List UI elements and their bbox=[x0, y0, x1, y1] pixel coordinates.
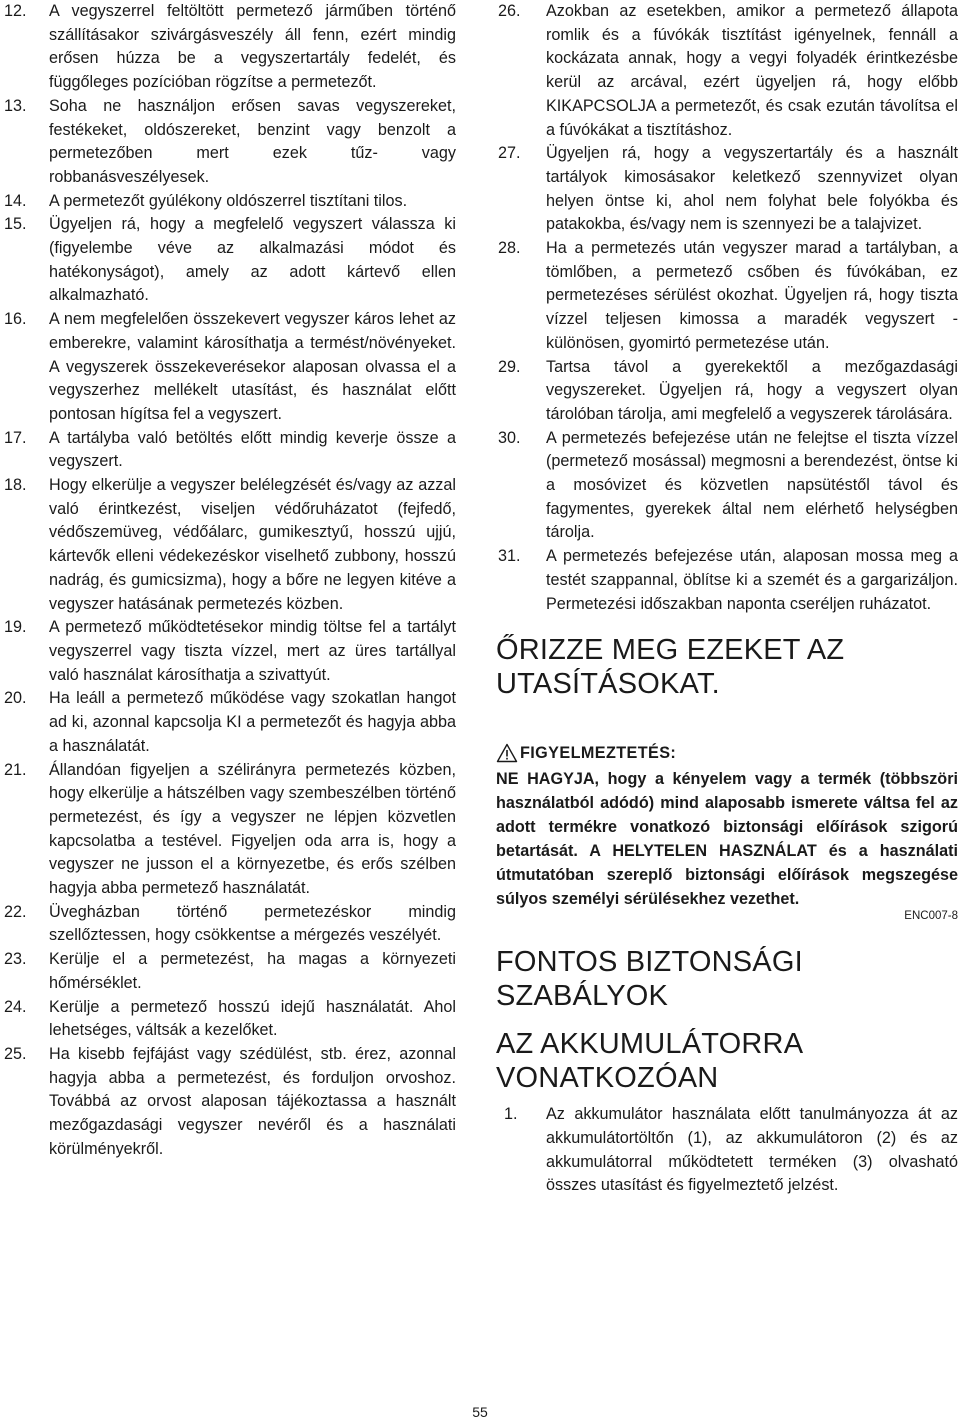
list-item bbox=[4, 901, 456, 948]
item-number: 31. bbox=[498, 547, 521, 566]
item-number: 24. bbox=[4, 997, 27, 1016]
list-item bbox=[4, 0, 456, 95]
item-number: 25. bbox=[4, 1044, 27, 1063]
item-text: A vegyszerrel feltöltött permetező járműben történő szállításakor szivárgásveszély áll fenn, ezért mindig erősen húzza be a vegyszertartály fedelét, és függőleges pozícióban rögzítse a permetezőt. bbox=[49, 2, 456, 92]
list-item bbox=[496, 1103, 958, 1198]
item-number: 21. bbox=[4, 760, 27, 779]
list-item bbox=[4, 996, 456, 1043]
document-code: ENC007-8 bbox=[904, 910, 958, 923]
item-text: Hogy elkerülje a vegyszer belélegzését és/vagy az azzal való érintkezést, viseljen védőruházatot (fejfedő, védőszemüveg, védőálarc, gumikesztyű, hosszú ujjú, kártevők elleni védekezéskor viselhető zubbony, hosszú nadrág, és gumicsizma), hogy a bőre ne legyen kitéve a vegyszer hatásának permetezés közben. bbox=[49, 476, 456, 613]
warning-title-text: FIGYELMEZTETÉS: bbox=[520, 744, 677, 763]
item-text: Az akkumulátor használata előtt tanulmányozza át az akkumulátortöltőn (1), az akkumulátoron (2) és az akkumulátorral működtetett terméken (3) olvasható összes utasítást és figyelmeztető jelzést. bbox=[546, 1105, 958, 1195]
item-text: A tartályba való betöltés előtt mindig keverje össze a vegyszert. bbox=[49, 428, 456, 471]
item-number: 26. bbox=[498, 2, 521, 20]
item-text: A permetezőt gyúlékony oldószerrel tisztítani tilos. bbox=[49, 191, 408, 210]
item-number: 30. bbox=[498, 428, 521, 447]
warning-title bbox=[496, 741, 958, 765]
item-text: A permetezés befejezése után ne felejtse el tiszta vízzel (permetező mosással) megmosni a berendezést, öntse ki a mosóvizet és közvetlen napsütéstől távol és fagymentes, gyerekek által nem elérhető helységben tárolja. bbox=[546, 428, 958, 542]
battery-heading: AZ AKKUMULÁTORRA VONATKOZÓAN bbox=[496, 1028, 802, 1095]
list-item bbox=[4, 687, 456, 758]
list-item bbox=[496, 356, 958, 427]
item-number: 1. bbox=[504, 1105, 518, 1124]
item-text: Tartsa távol a gyerekektől a mezőgazdasági vegyszereket. Ügyeljen rá, hogy a vegyszert olyan tárolóban tárolja, ami megfelelő a vegyszerek tárolására. bbox=[546, 357, 958, 423]
item-number: 23. bbox=[4, 950, 27, 969]
item-text: Ha kisebb fejfájást vagy szédülést, stb. érez, azonnal hagyja abba a permetezést, és forduljon orvoshoz. Továbbá az orvost alaposan tájékoztassa a használt mezőgazdasági vegyszer nevéről és a használati körülményekről. bbox=[49, 1044, 456, 1158]
item-text: Üvegházban történő permetezéskor mindig szellőztessen, hogy csökkentse a mérgezés veszélyét. bbox=[49, 902, 456, 945]
item-number: 14. bbox=[4, 191, 27, 210]
item-text: A nem megfelelően összekevert vegyszer káros lehet az emberekre, valamint károsíthatja a termést/növényeket. A vegyszerek összekeverésekor alaposan olvassa el a vegyszerhez mellékelt utasítást, és használat előtt pontosan hígítsa fel a vegyszert. bbox=[49, 310, 456, 423]
list-item bbox=[4, 1043, 456, 1162]
list-item bbox=[4, 308, 456, 427]
item-text: Állandóan figyeljen a szélirányra permetezés közben, hogy elkerülje a hátszélben vagy szembeszélben történő permetezést, és így a vegyszer ne lépjen közvetlen kapcsolatba a testével. Figyeljen oda arra is, hogy a vegyszer ne jusson el a környezetbe, és erős szélben hagyja abba permetező használatát. bbox=[49, 760, 456, 898]
list-item bbox=[496, 545, 958, 616]
item-number: 12. bbox=[4, 2, 27, 20]
item-number: 19. bbox=[4, 618, 27, 637]
item-text: A permetező működtetésekor mindig töltse fel a tartályt vegyszerrel vagy tiszta vízzel, mert az üres tartállyal való használat károsíthatja a szivattyút. bbox=[49, 618, 456, 684]
page-number: 55 bbox=[472, 1404, 488, 1420]
item-number: 17. bbox=[4, 428, 27, 447]
item-number: 15. bbox=[4, 215, 27, 234]
warning-triangle-icon bbox=[496, 743, 518, 763]
item-number: 13. bbox=[4, 96, 27, 115]
item-text: Kerülje el a permetezést, ha magas a környezeti hőmérséklet. bbox=[49, 950, 456, 992]
list-item bbox=[4, 474, 456, 616]
item-number: 22. bbox=[4, 902, 27, 921]
item-number: 29. bbox=[498, 357, 521, 376]
safety-rules-heading: FONTOS BIZTONSÁGI SZABÁLYOK bbox=[496, 946, 803, 1013]
list-item bbox=[496, 142, 958, 237]
item-number: 18. bbox=[4, 476, 27, 495]
item-number: 28. bbox=[498, 239, 521, 258]
list-item bbox=[4, 190, 456, 214]
item-number: 16. bbox=[4, 310, 27, 329]
list-item bbox=[4, 427, 456, 474]
list-item bbox=[4, 95, 456, 190]
item-text: Kerülje a permetező hosszú idejű használatát. Ahol lehetséges, váltsák a kezelőket. bbox=[49, 997, 456, 1040]
item-text: Azokban az esetekben, amikor a permetező állapota romlik és a fúvókák tisztítást igényelnek, fennáll a kockázata annak, hogy a vegyi folyadék érintkezésbe kerül az arcával, ezért ügyeljen rá, hogy előbb KIKAPCSOLJA a permetezőt, és csak ezután távolítsa el a fúvókákat a tisztításhoz. bbox=[546, 2, 958, 139]
right-column bbox=[496, 0, 958, 1198]
list-item bbox=[496, 427, 958, 546]
item-text: Ügyeljen rá, hogy a megfelelő vegyszert válassza ki (figyelembe véve az alkalmazási módot és hatékonyságot), amely az adott kártevő ellen alkalmazható. bbox=[49, 215, 456, 305]
item-text: A permetezés befejezése után, alaposan mossa meg a testét szappannal, öblítse ki a szemét és a gargarizáljon. Permetezési időszakban naponta cseréljen ruházatot. bbox=[546, 547, 958, 613]
item-text: Ha a permetezés után vegyszer marad a tartályban, a tömlőben, a permetező csőben és fúvókában, ez permetezéses sérülést okozhat. Ügyeljen rá, hogy tiszta vízzel teljesen kimossa a maradék vegyszert - különösen, gyomirtó permetezése után. bbox=[546, 239, 958, 352]
list-item bbox=[496, 0, 958, 142]
list-item bbox=[496, 237, 958, 356]
item-text: Ügyeljen rá, hogy a vegyszertartály és a használt tartályok kimosásakor keletkező szennyvizet olyan helyen öntse ki, ahol nem folyhat bele folyókba és patakokba, és/vagy nem is szennyezi be a talajvizet. bbox=[546, 144, 958, 234]
item-text: Soha ne használjon erősen savas vegyszereket, festékeket, oldószereket, benzint vagy benzolt a permetezőben mert ezek tűz- vagy robbanásveszélyesek. bbox=[49, 96, 456, 186]
list-item bbox=[4, 616, 456, 687]
list-item bbox=[4, 948, 456, 995]
item-text: Ha leáll a permetező működése vagy szokatlan hangot ad ki, azonnal kapcsolja KI a permetezőt és hagyja abba a használatát. bbox=[49, 689, 456, 755]
item-number: 27. bbox=[498, 144, 521, 163]
item-number: 20. bbox=[4, 689, 27, 708]
keep-instructions-heading: ŐRIZZE MEG EZEKET AZ UTASÍTÁSOKAT. bbox=[496, 634, 845, 701]
left-column bbox=[4, 0, 456, 1161]
list-item bbox=[4, 759, 456, 901]
list-item bbox=[4, 213, 456, 308]
warning-body: NE HAGYJA, hogy a kényelem vagy a termék (többszöri használatból adódó) mind alaposabb ismerete váltsa fel az adott termékre vonatkozó biztonsági előírások szigorú betartását. A HELYTELEN HASZNÁLAT és a használati útmutatóban szereplő biztonsági előírások megszegése súlyos személyi sérülésekhez vezethet. bbox=[496, 770, 958, 909]
